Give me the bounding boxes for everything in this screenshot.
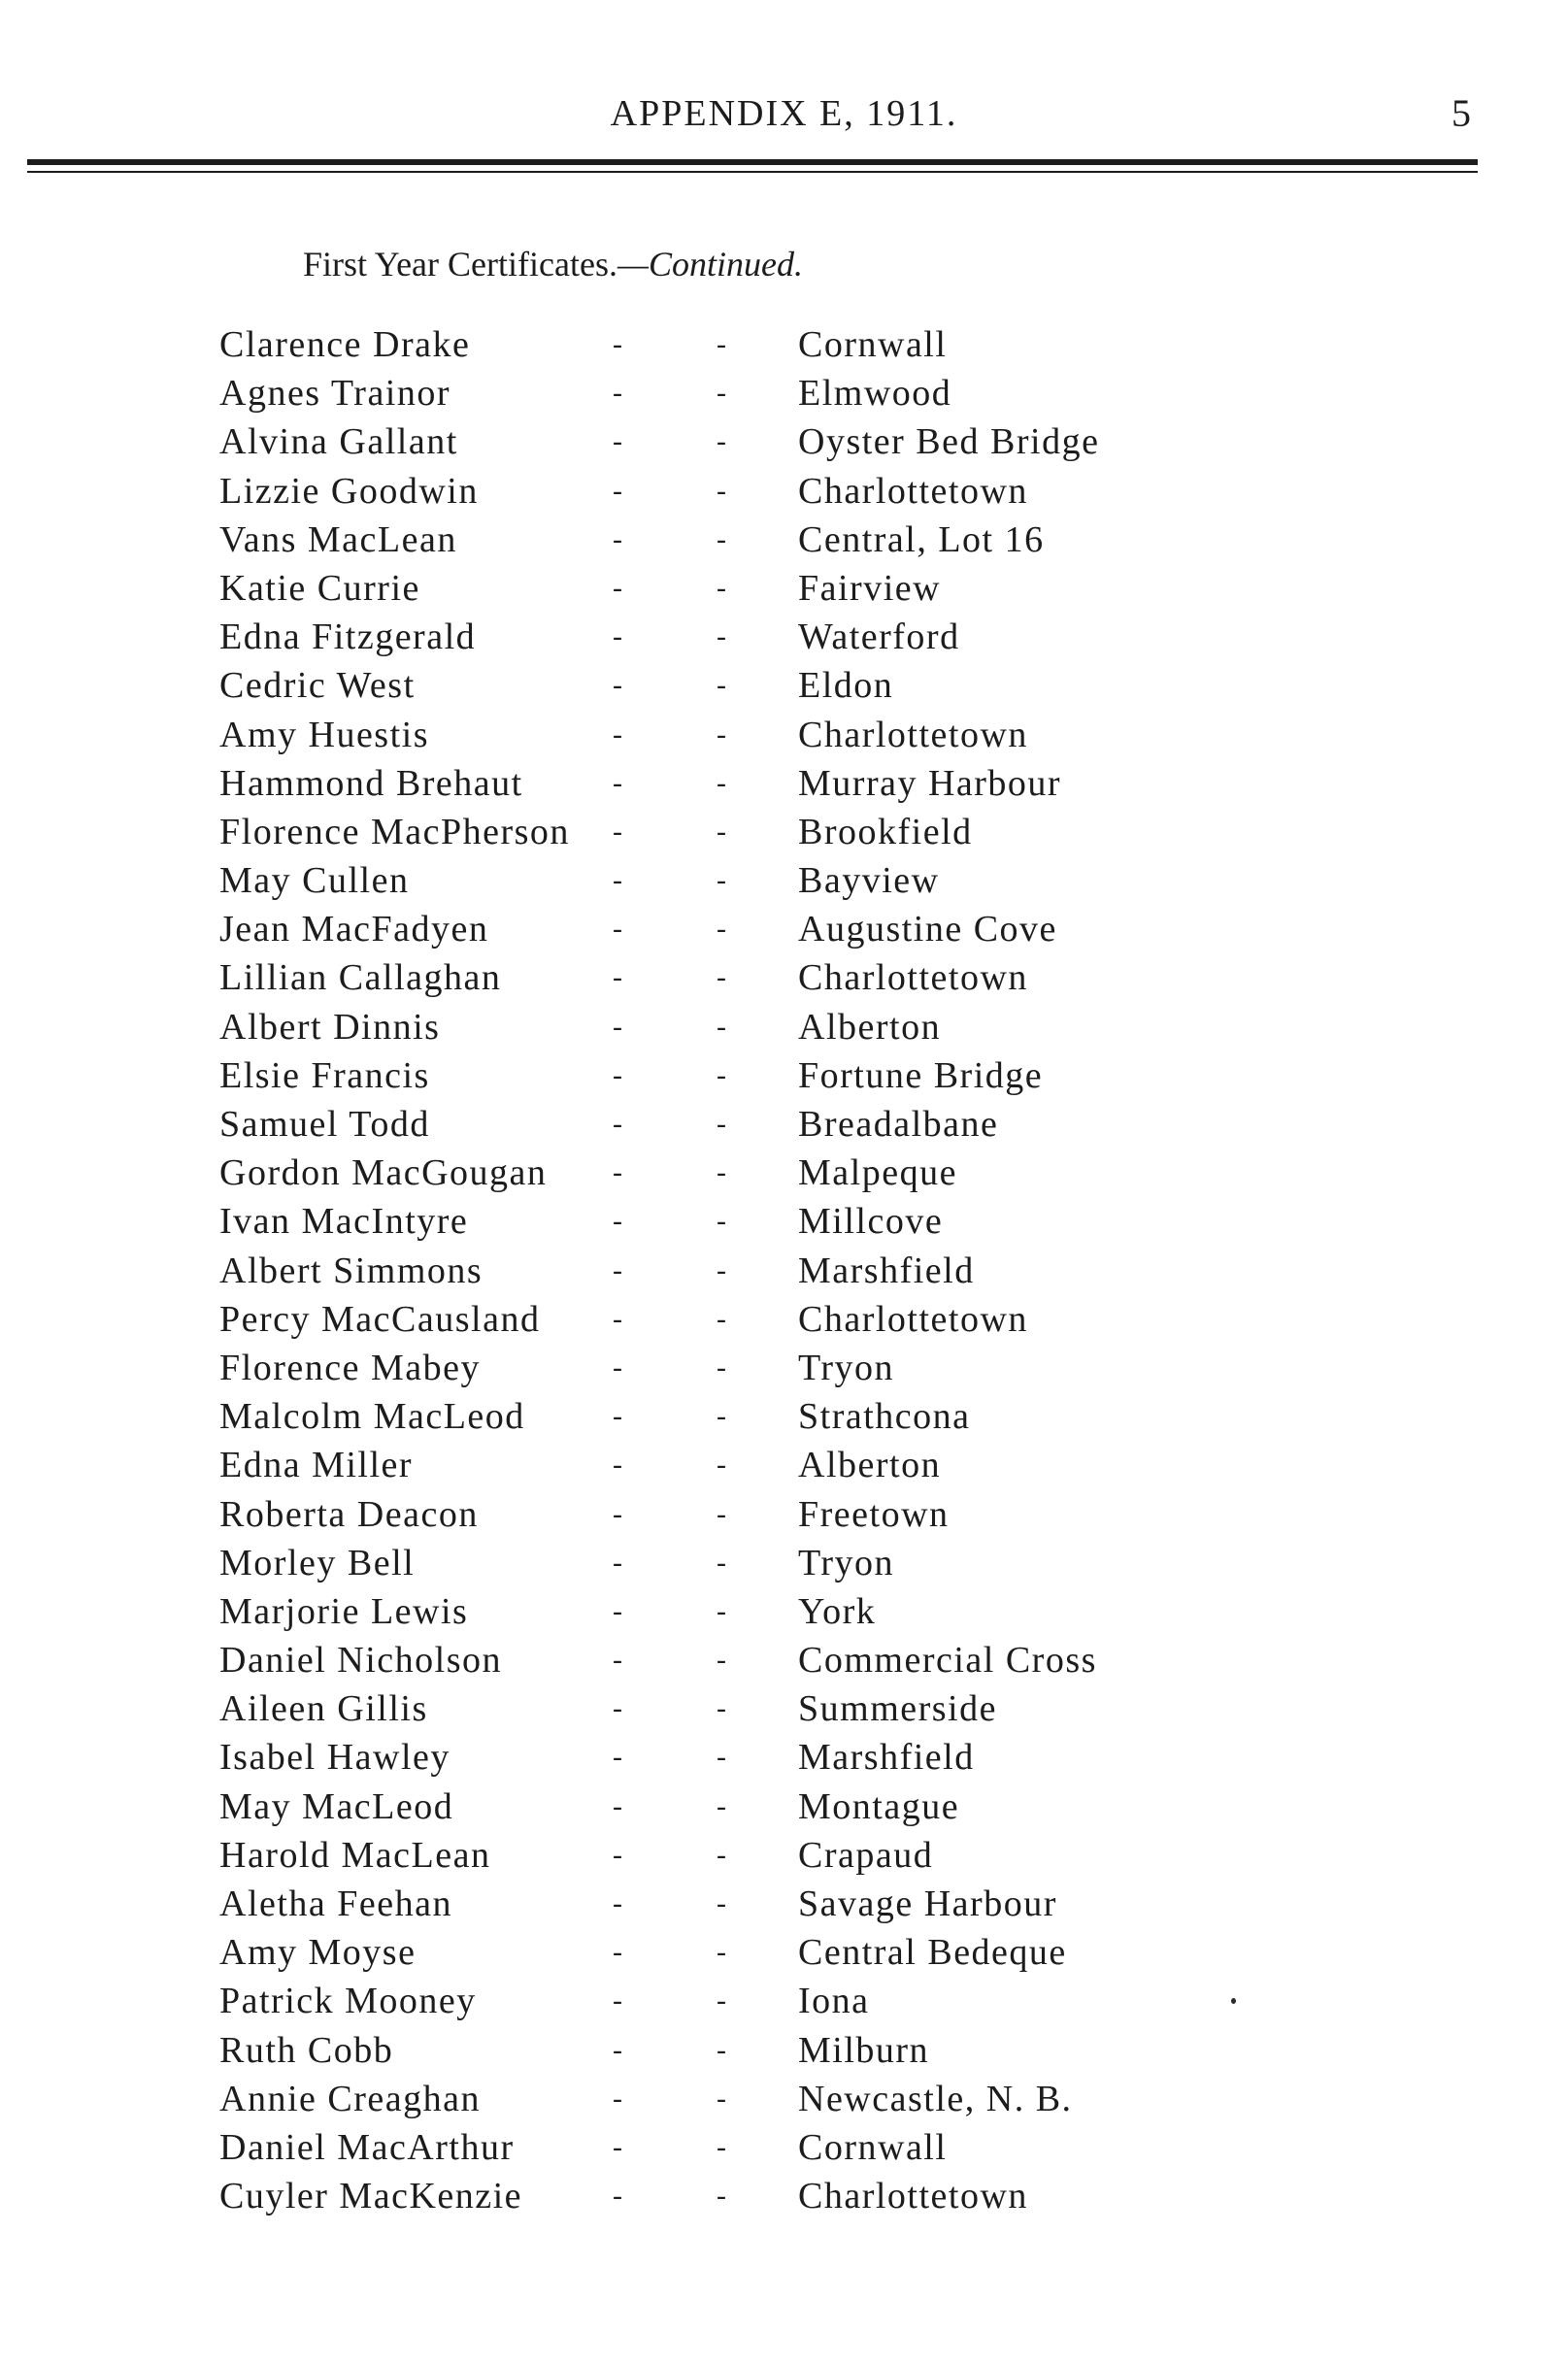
candidate-place: Alberton [798, 1006, 942, 1048]
list-item [219, 808, 1287, 856]
leader-dash: - [613, 474, 624, 507]
leader-dash: - [613, 961, 624, 994]
list-item [219, 1831, 1287, 1880]
leader-dash: - [613, 1887, 624, 1919]
leader-dash: - [613, 1108, 624, 1140]
leader-dash: - [613, 1497, 624, 1530]
leader-dash: - [613, 2130, 624, 2163]
candidate-place: Marshfield [798, 1250, 975, 1291]
list-item [219, 320, 1287, 369]
leader-dash: - [613, 1253, 624, 1286]
candidate-name: Florence MacPherson [219, 811, 570, 852]
candidate-place: Waterford [798, 616, 960, 658]
candidate-name: Jean MacFadyen [219, 909, 489, 950]
list-item [219, 711, 1287, 759]
candidate-place: York [798, 1590, 877, 1632]
list-item [219, 661, 1287, 710]
list-item [219, 1636, 1287, 1684]
leader-dash: - [717, 864, 728, 897]
candidate-place: Iona [798, 1981, 870, 2022]
candidate-place: Crapaud [798, 1834, 934, 1876]
candidate-place: Central, Lot 16 [798, 518, 1045, 560]
leader-dash: - [613, 1010, 624, 1043]
leader-dash: - [613, 766, 624, 799]
candidate-name: Lizzie Goodwin [219, 470, 479, 512]
leader-dash: - [613, 2082, 624, 2115]
candidate-name: Malcolm MacLeod [219, 1396, 525, 1438]
candidate-name: Ivan MacIntyre [219, 1201, 469, 1243]
list-item [219, 1051, 1287, 1100]
candidate-place: Breadalbane [798, 1104, 999, 1145]
print-speck [1231, 1998, 1236, 2004]
candidate-name: Clarence Drake [219, 324, 471, 365]
candidate-name: Florence Mabey [219, 1347, 481, 1388]
header-rule-thin [27, 171, 1478, 173]
list-item [219, 1490, 1287, 1539]
section-heading [303, 237, 803, 291]
candidate-name: Lillian Callaghan [219, 957, 502, 999]
candidate-name: Morley Bell [219, 1542, 416, 1583]
list-item [219, 2172, 1287, 2220]
candidate-place: Bayview [798, 860, 940, 902]
list-item [219, 2075, 1287, 2123]
list-item [219, 1197, 1287, 1246]
list-item [219, 369, 1287, 417]
leader-dash: - [613, 377, 624, 410]
candidate-name: Amy Huestis [219, 714, 429, 755]
leader-dash: - [717, 1302, 728, 1335]
list-item [219, 953, 1287, 1002]
candidate-name: Edna Miller [219, 1445, 414, 1486]
leader-dash: - [613, 425, 624, 458]
leader-dash: - [613, 1058, 624, 1091]
list-item [219, 1344, 1287, 1392]
candidate-name: Samuel Todd [219, 1104, 430, 1145]
leader-dash: - [717, 913, 728, 946]
candidate-place: Cornwall [798, 324, 948, 365]
candidate-name: Albert Simmons [219, 1250, 484, 1291]
candidate-name: Ruth Cobb [219, 2029, 394, 2071]
list-item [219, 856, 1287, 905]
candidate-place: Charlottetown [798, 714, 1028, 755]
candidate-place: Charlottetown [798, 2176, 1028, 2217]
candidate-place: Montague [798, 1785, 960, 1827]
leader-dash: - [717, 2082, 728, 2115]
candidate-name: Cedric West [219, 665, 416, 707]
leader-dash: - [613, 1789, 624, 1822]
leader-dash: - [613, 522, 624, 555]
leader-dash: - [717, 1936, 728, 1969]
leader-dash: - [717, 1058, 728, 1091]
candidate-place: Alberton [798, 1445, 942, 1486]
leader-dash: - [717, 717, 728, 750]
candidate-name: Katie Currie [219, 567, 420, 609]
leader-dash: - [613, 1936, 624, 1969]
candidate-place: Brookfield [798, 811, 973, 852]
leader-dash: - [613, 1692, 624, 1725]
leader-dash: - [717, 522, 728, 555]
leader-dash: - [613, 328, 624, 360]
candidate-place: Freetown [798, 1493, 950, 1535]
list-item [219, 1295, 1287, 1344]
candidate-name: May MacLeod [219, 1785, 454, 1827]
candidate-place: Millcove [798, 1201, 944, 1243]
leader-dash: - [717, 669, 728, 702]
candidate-name: Isabel Hawley [219, 1737, 450, 1779]
candidate-name: Amy Moyse [219, 1932, 417, 1974]
leader-dash: - [717, 1400, 728, 1433]
candidate-name: Elsie Francis [219, 1054, 430, 1096]
leader-dash: - [717, 815, 728, 848]
leader-dash: - [613, 571, 624, 604]
leader-dash: - [613, 717, 624, 750]
leader-dash: - [613, 620, 624, 653]
candidate-name: Vans MacLean [219, 518, 457, 560]
leader-dash: - [717, 1741, 728, 1774]
candidate-name: Edna Fitzgerald [219, 616, 477, 658]
candidate-name: Hammond Brehaut [219, 762, 523, 804]
leader-dash: - [717, 1108, 728, 1140]
leader-dash: - [717, 1010, 728, 1043]
leader-dash: - [613, 1644, 624, 1677]
leader-dash: - [613, 1400, 624, 1433]
candidate-place: Elmwood [798, 373, 952, 415]
leader-dash: - [717, 1205, 728, 1238]
list-item [219, 1149, 1287, 1197]
list-item [219, 2123, 1287, 2172]
leader-dash: - [717, 1156, 728, 1189]
leader-dash: - [613, 1838, 624, 1871]
leader-dash: - [717, 766, 728, 799]
list-item [219, 1587, 1287, 1636]
section-title: First Year Certificates. [303, 245, 617, 283]
list-item [219, 1733, 1287, 1782]
leader-dash: - [717, 1497, 728, 1530]
leader-dash: - [717, 620, 728, 653]
candidate-name: Annie Creaghan [219, 2078, 481, 2119]
leader-dash: - [717, 2130, 728, 2163]
candidate-place: Tryon [798, 1542, 895, 1583]
leader-dash: - [717, 2180, 728, 2213]
list-item [219, 1392, 1287, 1441]
list-item [219, 417, 1287, 466]
candidate-name: Percy MacCausland [219, 1298, 541, 1340]
leader-dash: - [613, 1594, 624, 1627]
candidate-name: Harold MacLean [219, 1834, 491, 1876]
candidate-place: Savage Harbour [798, 1883, 1057, 1924]
list-item [219, 1783, 1287, 1831]
list-item [219, 564, 1287, 613]
leader-dash: - [717, 1644, 728, 1677]
leader-dash: - [717, 425, 728, 458]
leader-dash: - [613, 913, 624, 946]
candidate-place: Central Bedeque [798, 1932, 1067, 1974]
leader-dash: - [717, 1984, 728, 2017]
leader-dash: - [717, 1546, 728, 1579]
leader-dash: - [717, 474, 728, 507]
candidate-name: Roberta Deacon [219, 1493, 479, 1535]
list-item [219, 467, 1287, 516]
candidate-place: Charlottetown [798, 1298, 1028, 1340]
list-item [219, 1247, 1287, 1295]
list-item [219, 905, 1287, 953]
leader-dash: - [717, 328, 728, 360]
candidate-name: Marjorie Lewis [219, 1590, 469, 1632]
candidate-place: Newcastle, N. B. [798, 2078, 1073, 2119]
list-item [219, 1880, 1287, 1928]
candidate-place: Oyster Bed Bridge [798, 421, 1100, 463]
leader-dash: - [717, 1789, 728, 1822]
candidate-place: Cornwall [798, 2126, 948, 2168]
candidate-place: Tryon [798, 1347, 895, 1388]
candidate-name: Gordon MacGougan [219, 1152, 548, 1194]
candidate-place: Murray Harbour [798, 762, 1062, 804]
leader-dash: - [613, 815, 624, 848]
candidate-name: Albert Dinnis [219, 1006, 441, 1048]
leader-dash: - [717, 1887, 728, 1919]
leader-dash: - [613, 1984, 624, 2017]
section-continued: —Continued. [617, 245, 803, 283]
leader-dash: - [613, 669, 624, 702]
leader-dash: - [717, 377, 728, 410]
leader-dash: - [717, 1449, 728, 1482]
leader-dash: - [717, 2033, 728, 2066]
list-item [219, 2026, 1287, 2075]
leader-dash: - [717, 1692, 728, 1725]
candidate-name: Daniel Nicholson [219, 1640, 503, 1682]
leader-dash: - [613, 1449, 624, 1482]
list-item [219, 759, 1287, 808]
list-item [219, 1441, 1287, 1489]
running-head [0, 89, 1568, 138]
candidate-name: Alvina Gallant [219, 421, 458, 463]
leader-dash: - [717, 961, 728, 994]
candidate-name: Agnes Trainor [219, 373, 451, 415]
leader-dash: - [717, 1253, 728, 1286]
list-item [219, 1003, 1287, 1051]
leader-dash: - [613, 2033, 624, 2066]
leader-dash: - [613, 1156, 624, 1189]
leader-dash: - [717, 1594, 728, 1627]
candidate-name: May Cullen [219, 860, 410, 902]
list-item [219, 1928, 1287, 1977]
leader-dash: - [717, 1838, 728, 1871]
list-item [219, 1684, 1287, 1733]
candidate-place: Charlottetown [798, 957, 1028, 999]
candidate-place: Eldon [798, 665, 894, 707]
list-item [219, 516, 1287, 564]
candidate-place: Fairview [798, 567, 942, 609]
candidate-place: Milburn [798, 2029, 930, 2071]
candidate-place: Augustine Cove [798, 909, 1057, 950]
page-number: 5 [1451, 91, 1471, 135]
candidate-name: Patrick Mooney [219, 1981, 477, 2022]
candidate-place: Marshfield [798, 1737, 975, 1779]
candidate-name: Cuyler MacKenzie [219, 2176, 523, 2217]
list-item [219, 613, 1287, 661]
running-title: APPENDIX E, 1911. [610, 93, 958, 134]
list-item [219, 1539, 1287, 1587]
leader-dash: - [717, 571, 728, 604]
candidate-place: Commercial Cross [798, 1640, 1097, 1682]
leader-dash: - [613, 1205, 624, 1238]
leader-dash: - [613, 1302, 624, 1335]
leader-dash: - [613, 2180, 624, 2213]
candidate-place: Fortune Bridge [798, 1054, 1044, 1096]
leader-dash: - [717, 1350, 728, 1383]
candidate-name: Aletha Feehan [219, 1883, 453, 1924]
list-item [219, 1100, 1287, 1149]
header-rule-thick [27, 159, 1478, 165]
leader-dash: - [613, 864, 624, 897]
certificate-list [219, 320, 1287, 2220]
candidate-name: Daniel MacArthur [219, 2126, 515, 2168]
candidate-place: Strathcona [798, 1396, 971, 1438]
candidate-place: Malpeque [798, 1152, 957, 1194]
candidate-name: Aileen Gillis [219, 1688, 428, 1730]
leader-dash: - [613, 1741, 624, 1774]
leader-dash: - [613, 1350, 624, 1383]
candidate-place: Charlottetown [798, 470, 1028, 512]
candidate-place: Summerside [798, 1688, 997, 1730]
leader-dash: - [613, 1546, 624, 1579]
list-item [219, 1977, 1287, 2025]
